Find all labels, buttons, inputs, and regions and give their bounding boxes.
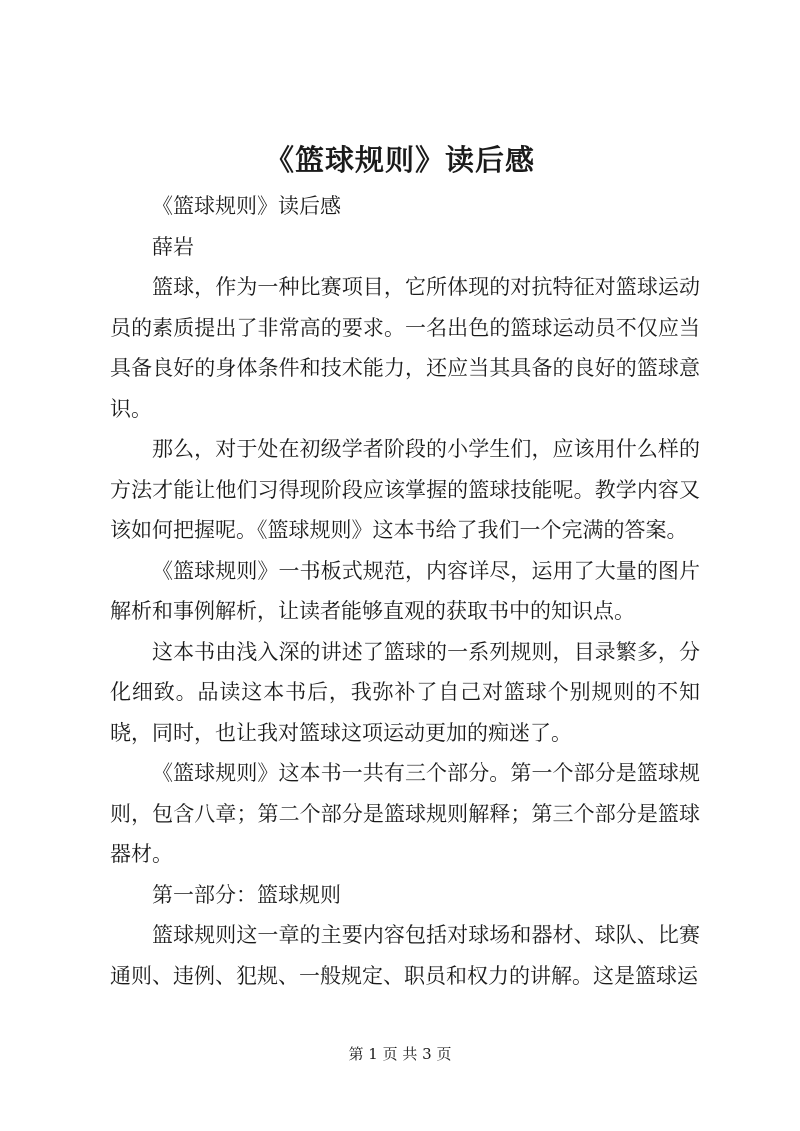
body-paragraph-structure: 《篮球规则》这本书一共有三个部分。第一个部分是篮球规则，包含八章；第二个部分是篮球规则解释；第三个部分是篮球器材。 <box>110 761 700 866</box>
document-body <box>110 186 700 996</box>
body-paragraph-question: 那么，对于处在初级学者阶段的小学生们，应该用什么样的方法才能让他们习得现阶段应该掌握的篮球技能呢。教学内容又该如何把握呢。《篮球规则》这本书给了我们一个完满的答案。 <box>110 437 700 542</box>
section-heading: 第一部分：篮球规则 <box>152 882 341 907</box>
body-paragraph-book-content: 这本书由浅入深的讲述了篮球的一系列规则，目录繁多，分化细致。品读这本书后，我弥补了自己对篮球个别规则的不知晓，同时，也让我对篮球这项运动更加的痴迷了。 <box>110 639 700 745</box>
document-title: 《篮球规则》读后感 <box>264 143 535 177</box>
body-paragraph-section-one: 篮球规则这一章的主要内容包括对球场和器材、球队、比赛通则、违例、犯规、一般规定、职员和权力的讲解。这是篮球运 <box>110 923 700 988</box>
subtitle-paragraph: 《篮球规则》读后感 <box>152 194 341 218</box>
body-paragraph-intro: 篮球，作为一种比赛项目，它所体现的对抗特征对篮球运动员的素质提出了非常高的要求。一名出色的篮球运动员不仅应当具备良好的身体条件和技术能力，还应当其具备的良好的篮球意识。 <box>110 275 700 421</box>
author-paragraph: 薛岩 <box>152 234 194 259</box>
body-paragraph-book-format: 《篮球规则》一书板式规范，内容详尽，运用了大量的图片解析和事例解析，让读者能够直观的获取书中的知识点。 <box>110 558 700 623</box>
page-footer: 第 1 页 共 3 页 <box>348 1045 452 1063</box>
